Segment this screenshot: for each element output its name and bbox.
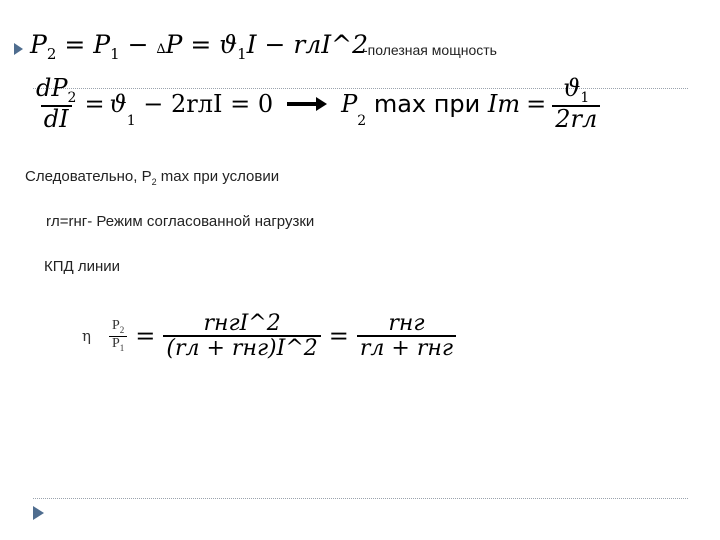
conclusion-text-sub: 2 [151, 177, 157, 187]
eq2-frac-num-sub: 1 [580, 89, 590, 106]
eq2-num: dP [36, 74, 68, 102]
eq3-num2: rнг [388, 311, 425, 336]
eq1-p1: P [93, 30, 111, 59]
eq1-delta: ∆ [156, 42, 166, 57]
divider-dotted-bottom [33, 498, 688, 499]
eq3-fraction-1 [163, 312, 320, 360]
top-bullet-arrow-icon [14, 43, 23, 55]
conclusion-text-b: max при условии [156, 168, 280, 185]
efficiency-heading: КПД линии [44, 258, 121, 275]
eq3-eq1: = [135, 322, 156, 351]
eq2-result-text: max при [366, 90, 488, 119]
eq3-den2: rл + rнг [357, 335, 456, 360]
equation-power-balance [30, 30, 368, 63]
eq3-num1: rнгI^2 [203, 311, 281, 336]
implies-arrow-icon [287, 97, 327, 111]
eq2-derivative-fraction [33, 76, 79, 133]
eq1-lhs: P [30, 30, 47, 59]
eq1-theta-sub: 1 [237, 45, 247, 63]
eq1-minus1: − [127, 30, 149, 59]
eq1-rl-term: rлI^2 [293, 30, 369, 59]
eq2-theta: ϑ [109, 90, 127, 119]
eq3-p1-sub: 1 [119, 342, 125, 353]
eq1-eq2: = [190, 30, 212, 59]
eq1-eq: = [64, 30, 86, 59]
eq3-power-ratio [109, 319, 127, 352]
equation-derivative [33, 76, 600, 133]
eq1-p1-sub: 1 [110, 45, 120, 63]
eq2-rest: − 2rлI = 0 [135, 90, 274, 119]
eq2-den: dI [41, 105, 72, 132]
eq2-result-im: Im [487, 90, 521, 119]
conclusion-text [25, 168, 279, 187]
eq2-result-p: P [341, 90, 358, 119]
eq3-p2: P [112, 318, 120, 334]
eq2-frac-den: 2rл [552, 105, 600, 132]
eq2-optimal-current-fraction [552, 76, 600, 133]
conclusion-text-a: Следовательно, P [25, 168, 152, 185]
eq1-i: I [246, 30, 257, 59]
matched-load-text: rл=rнг- Режим согласованной нагрузки [46, 213, 315, 230]
eq2-eq: = [84, 90, 105, 119]
eq2-result-eq: = [526, 90, 547, 119]
eq3-fraction-2 [357, 312, 456, 360]
bullet-arrow-icon [33, 506, 44, 520]
eq2-frac-num: ϑ [563, 74, 581, 102]
eq2-result-sub: 2 [357, 112, 367, 129]
equation-efficiency [82, 312, 456, 360]
eq2-theta-sub: 1 [126, 112, 136, 129]
eq3-p1: P [112, 335, 120, 351]
eq2-num-sub: 2 [67, 89, 77, 106]
eq1-p: P [165, 30, 183, 59]
eq1-minus2: − [264, 30, 286, 59]
eq3-den1: (rл + rнг)I^2 [163, 335, 320, 360]
useful-power-note: -полезная мощность [363, 42, 497, 58]
eq3-eta: η [82, 327, 91, 346]
eq1-lhs-sub: 2 [46, 45, 57, 63]
eq3-p2-sub: 2 [119, 325, 125, 336]
eq3-eq2: = [328, 322, 349, 351]
eq1-theta: ϑ [219, 30, 238, 59]
